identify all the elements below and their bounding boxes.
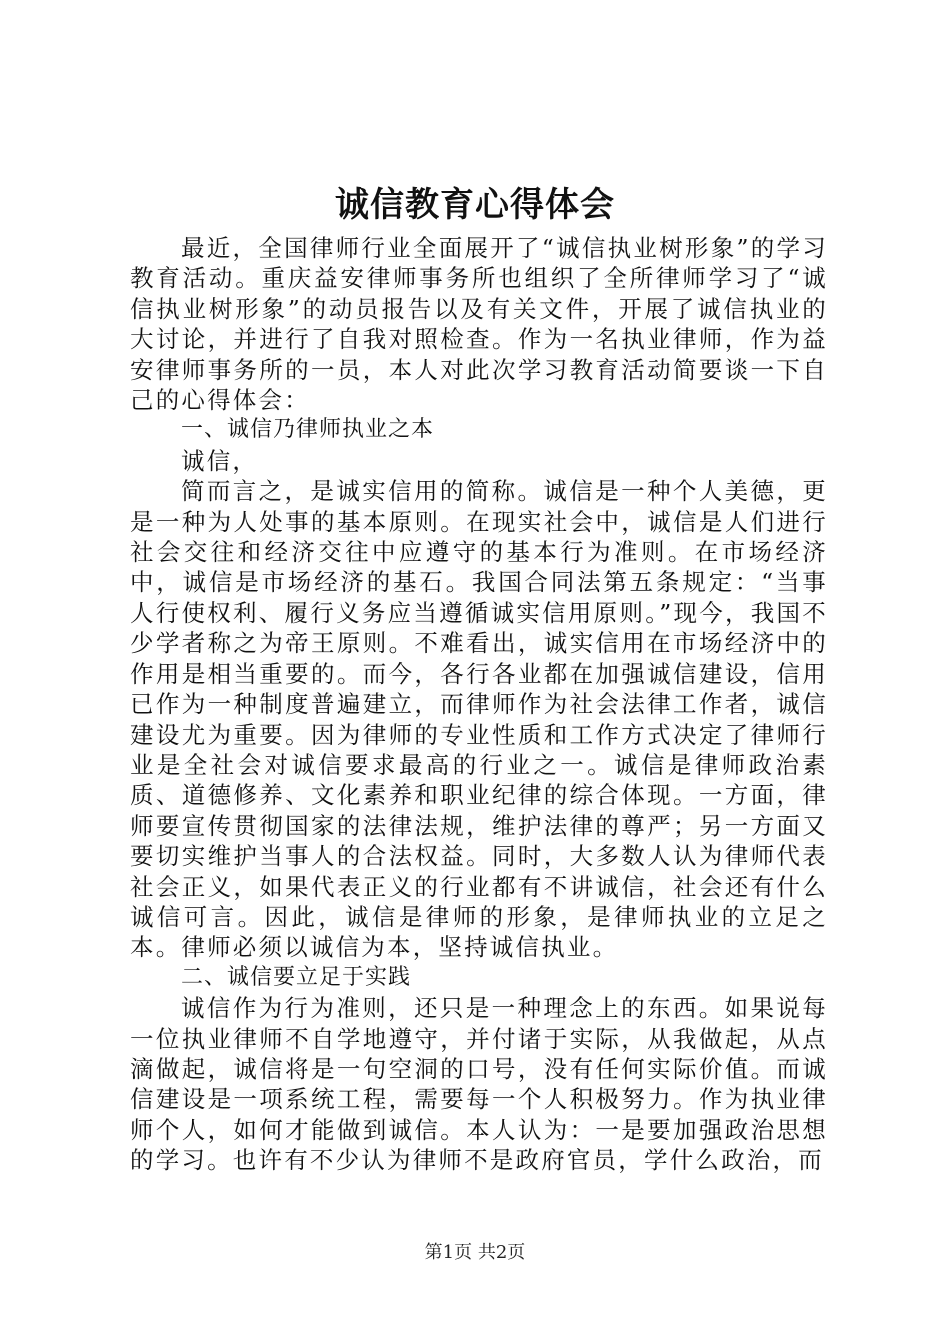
body-paragraph: 诚信， [181, 446, 259, 475]
document-title: 诚信教育心得体会 [335, 185, 615, 225]
body-paragraph: 诚信作为行为准则，还只是一种理念上的东西。如果说每一位执业律师不自学地遵守，并付诸于实际，从我做起，从点滴做起，诚信将是一句空洞的口号，没有任何实际价值。而诚信建设是一项系统工程，需要每一个人积极努力。作为执业律师个人，如何才能做到诚信。本人认为：一是要加强政治思想的学习。也许有不少认为律师不是政府官员，学什么政治，而 [130, 994, 828, 1175]
body-paragraph: 简而言之，是诚实信用的简称。诚信是一种个人美德，更是一种为人处事的基本原则。在现实社会中，诚信是人们进行社会交往和经济交往中应遵守的基本行为准则。在市场经济中，诚信是市场经济的基石。我国合同法第五条规定：“当事人行使权利、履行义务应当遵循诚实信用原则。”现今，我国不少学者称之为帝王原则。不难看出，诚实信用在市场经济中的作用是相当重要的。而今，各行各业都在加强诚信建设，信用已作为一种制度普遍建立，而律师作为社会法律工作者，诚信建设尤为重要。因为律师的专业性质和工作方式决定了律师行业是全社会对诚信要求最高的行业之一。诚信是律师政治素质、道德修养、文化素养和职业纪律的综合体现。一方面，律师要宣传贯彻国家的法律法规，维护法律的尊严；另一方面又要切实维护当事人的合法权益。同时，大多数人认为律师代表社会正义，如果代表正义的行业都有不讲诚信，社会还有什么诚信可言。因此，诚信是律师的形象，是律师执业的立足之本。律师必须以诚信为本，坚持诚信执业。 [130, 477, 828, 962]
page-number-footer: 第1页 共2页 [424, 1242, 526, 1263]
body-paragraph: 最近，全国律师行业全面展开了“诚信执业树形象”的学习教育活动。重庆益安律师事务所也组织了全所律师学习了“诚信执业树形象”的动员报告以及有关文件，开展了诚信执业的大讨论，并进行了自我对照检查。作为一名执业律师，作为益安律师事务所的一员，本人对此次学习教育活动简要谈一下自己的心得体会： [130, 234, 828, 415]
section-heading: 一、诚信乃律师执业之本 [181, 417, 435, 443]
document-body [130, 233, 828, 1176]
section-heading: 二、诚信要立足于实践 [181, 964, 412, 990]
